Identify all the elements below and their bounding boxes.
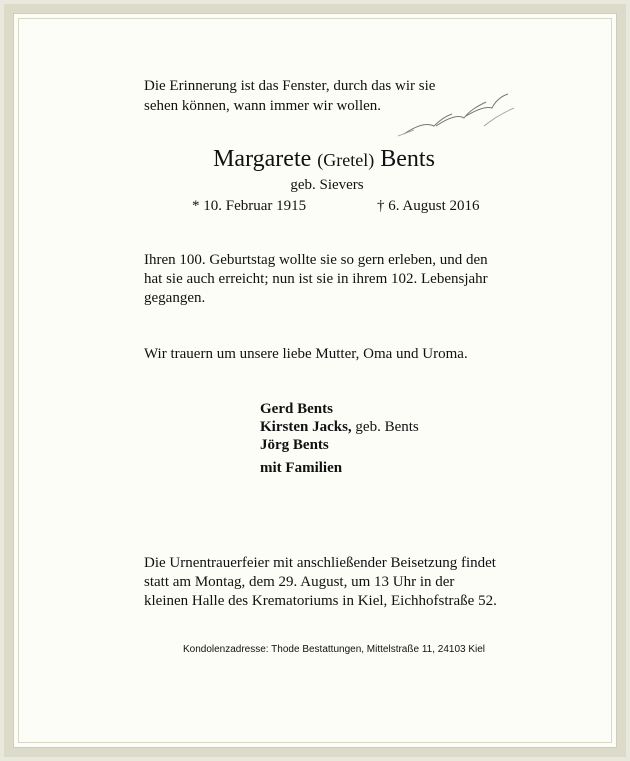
paragraph-line: hat sie auch erreicht; nun ist sie in ihrem 102. Lebensjahr <box>144 271 488 287</box>
families-line: mit Familien <box>260 460 343 476</box>
mourning-paragraph: Wir trauern um unsere liebe Mutter, Oma und Uroma. <box>144 346 468 362</box>
birds-icon <box>396 86 516 146</box>
deceased-name <box>14 144 624 175</box>
paragraph-line: statt am Montag, dem 29. August, um 13 Uhr in der <box>144 574 455 590</box>
quote-line-1: Die Erinnerung ist das Fenster, durch das wir sie <box>144 78 436 94</box>
paragraph-line: kleinen Halle des Krematoriums in Kiel, Eichhofstraße 52. <box>144 593 497 609</box>
mourner-suffix: geb. Bents <box>351 419 419 435</box>
birth-name: geb. Sievers <box>290 177 364 193</box>
death-date: † 6. August 2016 <box>377 198 480 214</box>
outer-frame <box>4 4 626 757</box>
birthday-paragraph <box>144 251 514 308</box>
mourner-name: Kirsten Jacks, <box>260 419 352 435</box>
paragraph-line: Die Urnentrauerfeier mit anschließender Beisetzung findet <box>144 555 496 571</box>
mourners-list <box>260 400 419 454</box>
paragraph-line: Ihren 100. Geburtstag wollte sie so gern erleben, und den <box>144 252 488 268</box>
mourner-name: Jörg Bents <box>260 437 329 453</box>
quote-line-2: sehen können, wann immer wir wollen. <box>144 98 382 114</box>
condolence-address: Kondolenzadresse: Thode Bestattungen, Mittelstraße 11, 24103 Kiel <box>182 644 486 655</box>
mourner-entry <box>260 418 419 436</box>
mourner-name: Gerd Bents <box>260 401 333 417</box>
birth-date: * 10. Februar 1915 <box>192 198 307 214</box>
mourner-entry <box>260 400 419 418</box>
nickname: (Gretel) <box>317 150 375 170</box>
ceremony-paragraph <box>144 554 514 611</box>
notice-card <box>13 13 617 748</box>
mourner-entry <box>260 436 419 454</box>
last-name: Bents <box>380 146 435 172</box>
first-name: Margarete <box>213 146 312 172</box>
paragraph-line: gegangen. <box>144 290 206 306</box>
